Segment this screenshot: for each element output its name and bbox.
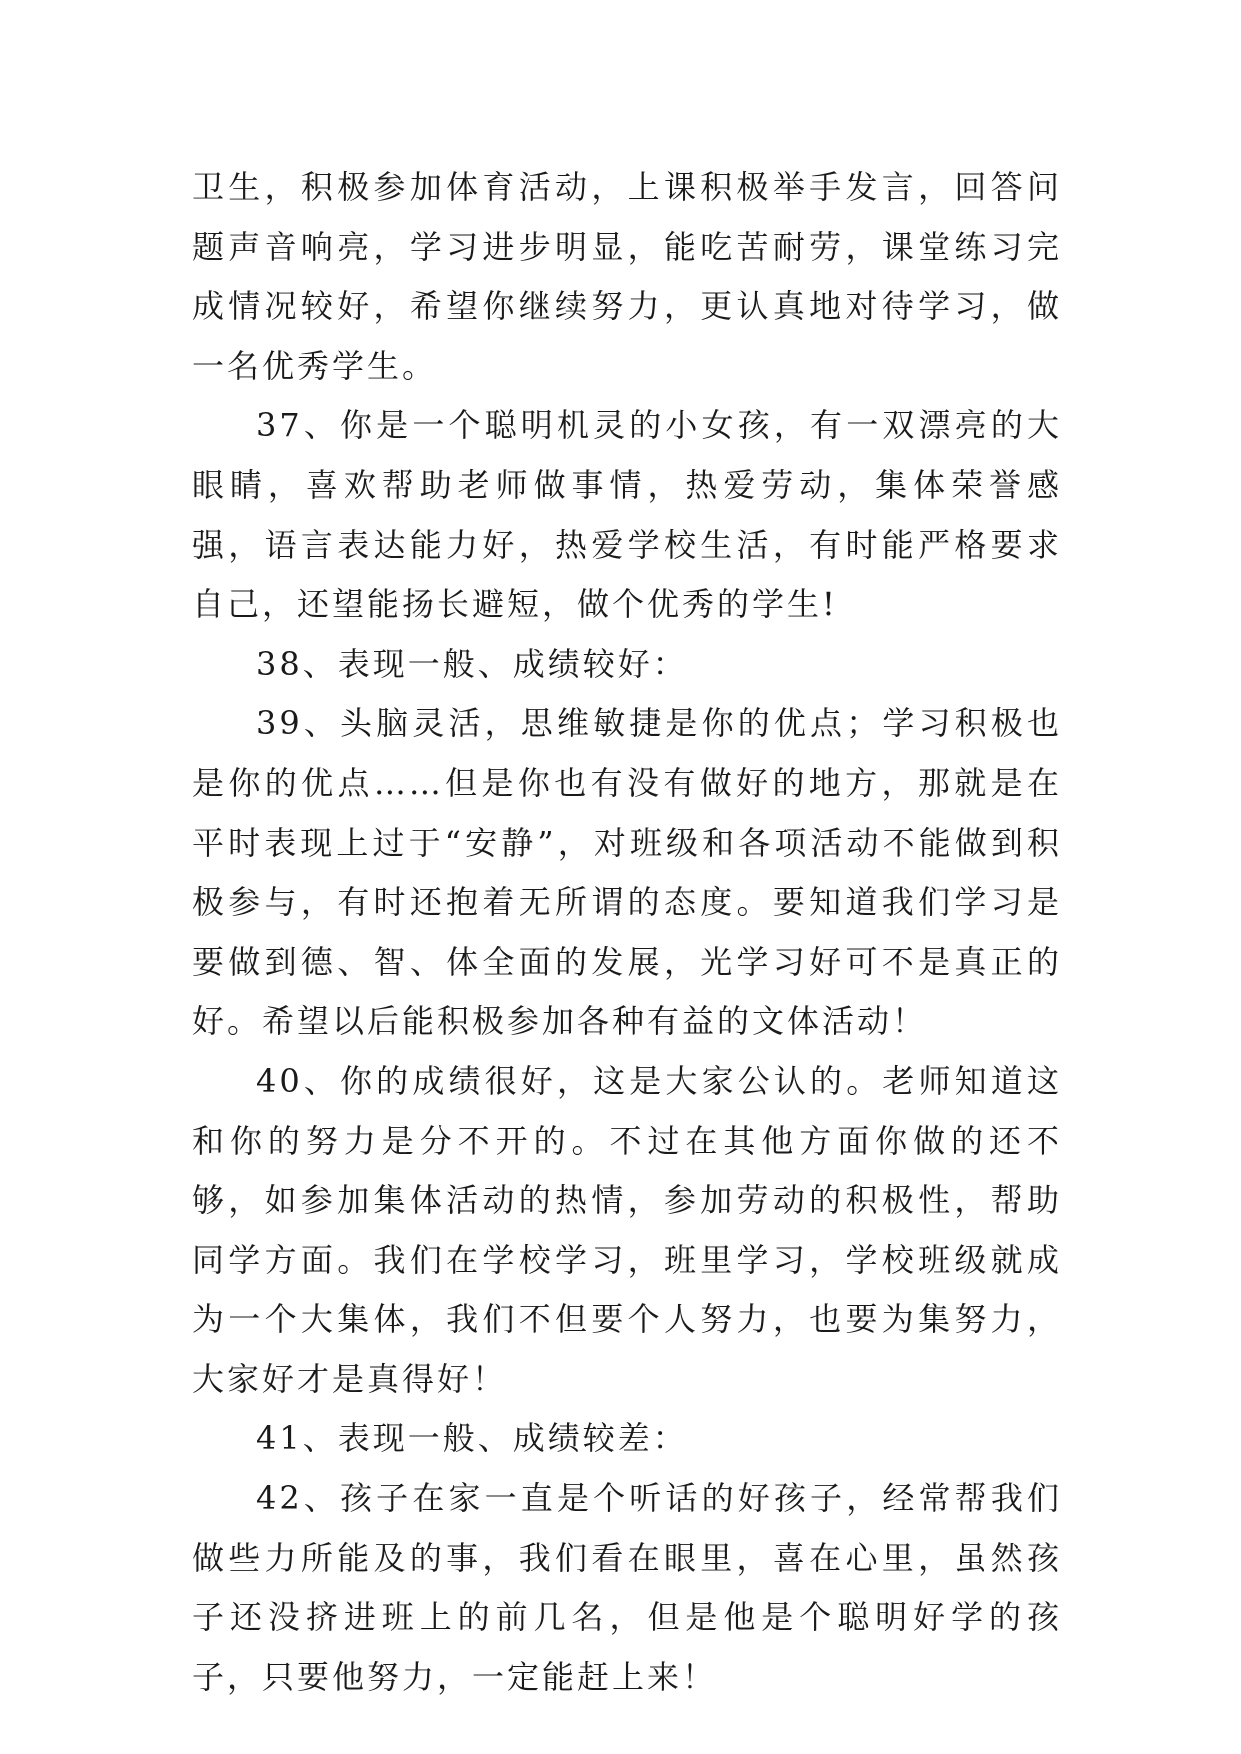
paragraph-39: 39、头脑灵活，思维敏捷是你的优点；学习积极也是你的优点……但是你也有没有做好的地方，那就是在平时表现上过于“安静”，对班级和各项活动不能做到积极参与，有时还抱着无所谓的态度。要知道我们学习是要做到德、智、体全面的发展，光学习好可不是真正的好。希望以后能积极参加各种有益的文体活动！ [192,704,1062,1041]
paragraph-42: 42、孩子在家一直是个听话的好孩子，经常帮我们做些力所能及的事，我们看在眼里，喜在心里，虽然孩子还没挤进班上的前几名，但是他是个聪明好学的孩子，只要他努力，一定能赶上来！ [192,1479,1062,1696]
paragraph-37: 37、你是一个聪明机灵的小女孩，有一双漂亮的大眼睛，喜欢帮助老师做事情，热爱劳动，集体荣誉感强，语言表达能力好，热爱学校生活，有时能严格要求自己，还望能扬长避短，做个优秀的学生! [192,406,1062,624]
paragraph-40: 40、你的成绩很好，这是大家公认的。老师知道这和你的努力是分不开的。不过在其他方面你做的还不够，如参加集体活动的热情，参加劳动的积极性，帮助同学方面。我们在学校学习，班里学习，学校班级就成为一个大集体，我们不但要个人努力，也要为集努力，大家好才是真得好！ [192,1061,1062,1398]
paragraph-41-heading: 41、表现一般、成绩较差： [256,1419,688,1458]
paragraph-continued: 卫生，积极参加体育活动，上课积极举手发言，回答问题声音响亮，学习进步明显，能吃苦耐劳，课堂练习完成情况较好，希望你继续努力，更认真地对待学习，做一名优秀学生。 [192,168,1062,385]
paragraph-38-heading: 38、表现一般、成绩较好： [256,644,688,683]
document-body [192,158,1062,1707]
